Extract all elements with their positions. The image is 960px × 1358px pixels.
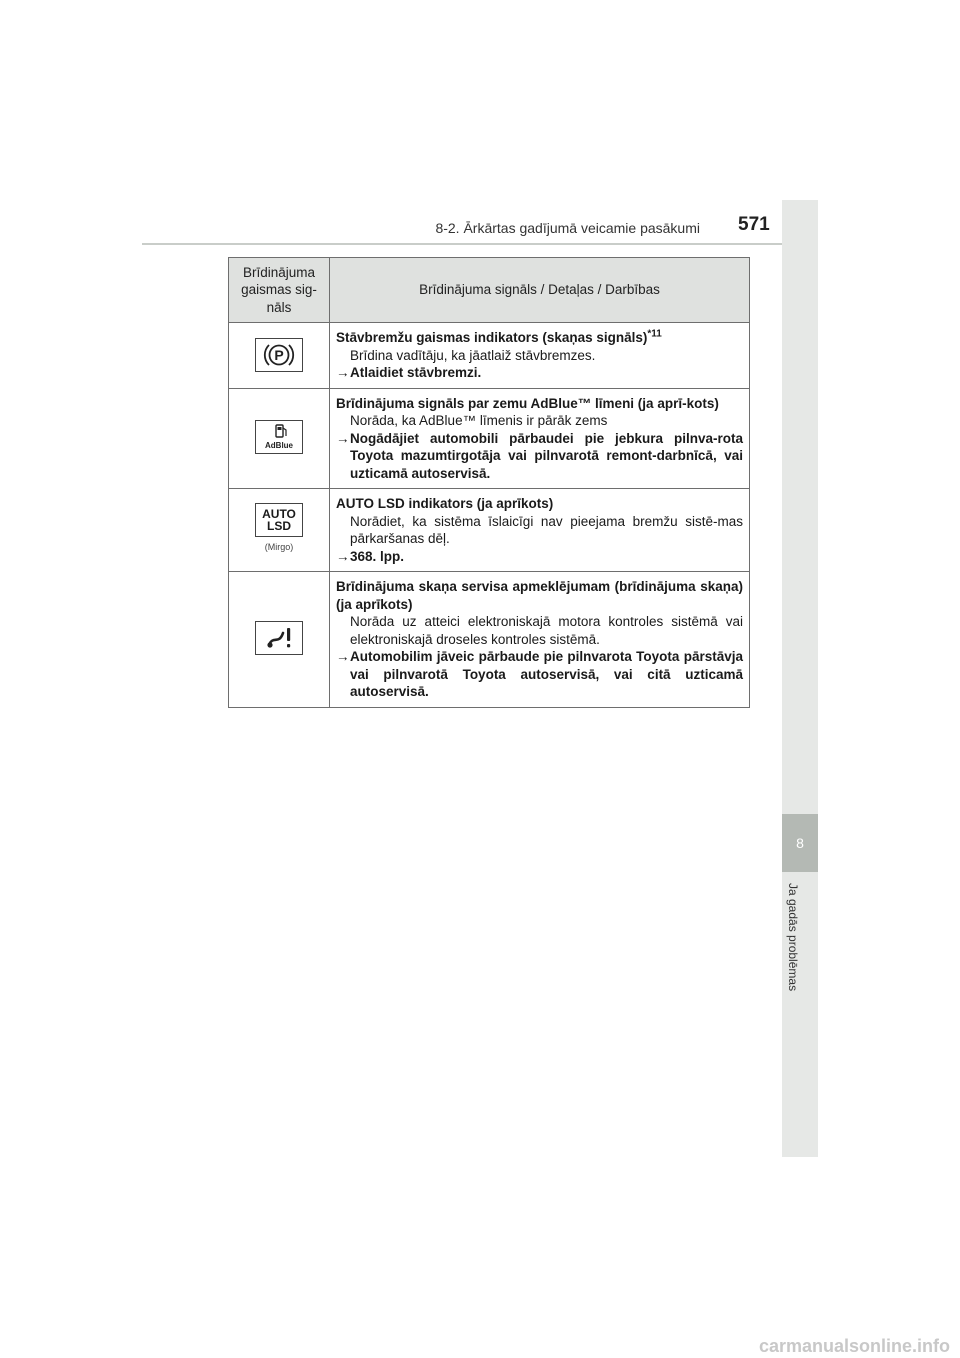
page-reference-link[interactable]: →368. lpp. <box>336 548 405 564</box>
row-body: Brīdina vadītāju, ka jāatlaiž stāvbremzes. <box>350 347 596 363</box>
watermark: carmanualsonline.info <box>758 1336 950 1356</box>
row-action: →Atlaidiet stāvbremzi. <box>336 365 482 380</box>
svg-text:P: P <box>274 346 284 363</box>
section-header: 8-2. Ārkārtas gadījumā veicamie pasākumi <box>435 220 700 236</box>
auto-lsd-line2: LSD <box>267 519 291 534</box>
row-title: Brīdinājuma skaņa servisa apmeklējumam (brīdinājuma skaņa) (ja aprīkots) <box>336 579 743 612</box>
service-reminder-icon <box>255 621 303 655</box>
row-title: AUTO LSD indikators (ja aprīkots) <box>336 496 554 511</box>
table-row <box>229 572 750 708</box>
parking-brake-icon <box>255 338 303 372</box>
row-body: Norāda, ka AdBlue™ līmenis ir pārāk zems <box>350 413 608 428</box>
page-number: 571 <box>738 214 770 235</box>
chapter-title: Ja gadās problēmas <box>786 883 800 992</box>
chapter-number: 8 <box>796 835 804 851</box>
auto-lsd-icon <box>255 503 303 537</box>
row-action: →Automobilim jāveic pārbaude pie pilnvarota Toyota pārstāvja vai pilnvarotā Toyota autoservisā, vai citā uzticamā autoservisā. <box>336 649 743 699</box>
table-header-row <box>229 258 750 323</box>
row-body: Norādiet, ka sistēma īslaicīgi nav pieejama bremžu sistē-mas pārkaršanas dēļ. <box>350 513 743 546</box>
row-title: Brīdinājuma signāls par zemu AdBlue™ līmeni (ja aprī-kots) <box>336 395 719 411</box>
icon-caption: (Mirgo) <box>264 542 294 553</box>
table-row <box>229 388 750 489</box>
auto-lsd-line1: AUTO <box>262 507 296 522</box>
adblue-icon <box>255 420 303 454</box>
chapter-tab[interactable] <box>782 814 818 872</box>
row-action: →Nogādājiet automobili pārbaudei pie jebkura pilnva-rota Toyota mazumtirgotāja vai pilnvarotā remont-darbnīcā, vai uzticamā autoservisā. <box>336 430 743 481</box>
chapter-sidebar <box>782 200 818 1157</box>
col-header-details: Brīdinājuma signāls / Detaļas / Darbības <box>330 258 750 323</box>
table-row <box>229 323 750 389</box>
header-divider <box>142 243 818 245</box>
col-header-light: Brīdinājuma gaismas sig-nāls <box>229 258 330 323</box>
warning-table <box>228 257 750 708</box>
row-title: Stāvbremžu gaismas indikators (skaņas signāls)$^{*11}$ <box>336 328 662 345</box>
svg-text:AdBlue: AdBlue <box>265 441 293 450</box>
table-row <box>229 489 750 572</box>
row-body: Norāda uz atteici elektroniskajā motora kontroles sistēmā vai elektroniskajā droseles kontroles sistēmā. <box>350 614 743 647</box>
